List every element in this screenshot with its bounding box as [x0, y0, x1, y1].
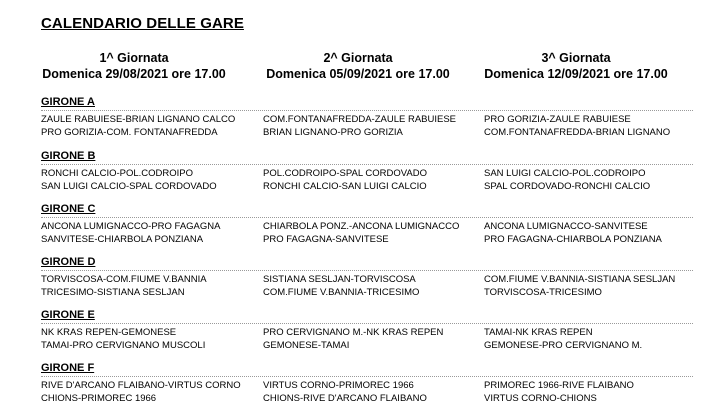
round-2-header — [248, 50, 468, 82]
round-2-matches — [263, 167, 427, 193]
round-3-matches — [484, 273, 675, 299]
match: TORVISCOSA-TRICESIMO — [484, 287, 602, 298]
match: ANCONA LUMIGNACCO-SANVITESE — [484, 221, 648, 232]
match: ZAULE RABUIESE-BRIAN LIGNANO CALCO — [41, 114, 236, 125]
page-title: CALENDARIO DELLE GARE — [41, 15, 244, 32]
round-1-matches — [41, 167, 217, 193]
match: COM.FIUME V.BANNIA-SISTIANA SESLJAN — [484, 274, 676, 285]
match: PRO CERVIGNANO M.-NK KRAS REPEN — [263, 327, 444, 338]
round-2-matches — [263, 273, 419, 299]
match: PRO FAGAGNA-SANVITESE — [263, 234, 389, 245]
round-3-matches — [484, 379, 634, 405]
match: BRIAN LIGNANO-PRO GORIZIA — [263, 127, 403, 138]
match: RONCHI CALCIO-SAN LUIGI CALCIO — [263, 181, 427, 192]
group-title: GIRONE D — [41, 256, 96, 268]
round-2-matches — [263, 326, 443, 352]
match: TAMAI-NK KRAS REPEN — [484, 327, 593, 338]
round-3-date: Domenica 12/09/2021 ore 17.00 — [484, 67, 668, 81]
match: COM.FIUME V.BANNIA-TRICESIMO — [263, 287, 420, 298]
round-3-matches — [484, 167, 650, 193]
match: CHIONS-RIVE D'ARCANO FLAIBANO — [263, 393, 427, 404]
match: PRO FAGAGNA-CHIARBOLA PONZIANA — [484, 234, 662, 245]
match: GEMONESE-TAMAI — [263, 340, 350, 351]
round-2-name: 2^ Giornata — [323, 51, 393, 65]
group-title: GIRONE E — [41, 309, 95, 321]
group-title: GIRONE C — [41, 203, 96, 215]
match: CHIONS-PRIMOREC 1966 — [41, 393, 157, 404]
match: TRICESIMO-SISTIANA SESLJAN — [41, 287, 185, 298]
match: RONCHI CALCIO-POL.CODROIPO — [41, 168, 194, 179]
divider — [41, 376, 693, 377]
divider — [41, 217, 693, 218]
round-1-matches — [41, 113, 235, 139]
round-2-matches — [263, 220, 459, 246]
match: SAN LUIGI CALCIO-SPAL CORDOVADO — [41, 181, 217, 192]
divider — [41, 164, 693, 165]
match: ANCONA LUMIGNACCO-PRO FAGAGNA — [41, 221, 221, 232]
divider — [41, 110, 693, 111]
round-1-header — [24, 50, 244, 82]
round-1-date: Domenica 29/08/2021 ore 17.00 — [42, 67, 226, 81]
match: CHIARBOLA PONZ.-ANCONA LUMIGNACCO — [263, 221, 460, 232]
round-3-matches — [484, 220, 662, 246]
round-3-matches — [484, 326, 642, 352]
round-1-matches — [41, 273, 207, 299]
match: NK KRAS REPEN-GEMONESE — [41, 327, 177, 338]
match: VIRTUS CORNO-CHIONS — [484, 393, 597, 404]
match: TORVISCOSA-COM.FIUME V.BANNIA — [41, 274, 207, 285]
match: RIVE D'ARCANO FLAIBANO-VIRTUS CORNO — [41, 380, 241, 391]
match: TAMAI-PRO CERVIGNANO MUSCOLI — [41, 340, 206, 351]
round-3-header — [466, 50, 686, 82]
group-title: GIRONE B — [41, 150, 96, 162]
match: SAN LUIGI CALCIO-POL.CODROIPO — [484, 168, 646, 179]
round-2-matches — [263, 379, 427, 405]
round-3-name: 3^ Giornata — [541, 51, 611, 65]
match: GEMONESE-PRO CERVIGNANO M. — [484, 340, 643, 351]
match: POL.CODROIPO-SPAL CORDOVADO — [263, 168, 427, 179]
divider — [41, 323, 693, 324]
match: PRO GORIZIA-ZAULE RABUIESE — [484, 114, 631, 125]
round-1-matches — [41, 379, 241, 405]
match: SANVITESE-CHIARBOLA PONZIANA — [41, 234, 204, 245]
match: PRIMOREC 1966-RIVE FLAIBANO — [484, 380, 634, 391]
round-3-matches — [484, 113, 670, 139]
group-title: GIRONE A — [41, 96, 95, 108]
match: SPAL CORDOVADO-RONCHI CALCIO — [484, 181, 651, 192]
round-1-matches — [41, 220, 220, 246]
round-2-date: Domenica 05/09/2021 ore 17.00 — [266, 67, 450, 81]
divider — [41, 270, 693, 271]
group-title: GIRONE F — [41, 362, 95, 374]
round-2-matches — [263, 113, 456, 139]
match: COM.FONTANAFREDDA-BRIAN LIGNANO — [484, 127, 671, 138]
round-1-name: 1^ Giornata — [99, 51, 169, 65]
match: COM.FONTANAFREDDA-ZAULE RABUIESE — [263, 114, 457, 125]
round-1-matches — [41, 326, 205, 352]
match: PRO GORIZIA-COM. FONTANAFREDDA — [41, 127, 218, 138]
match: VIRTUS CORNO-PRIMOREC 1966 — [263, 380, 414, 391]
match: SISTIANA SESLJAN-TORVISCOSA — [263, 274, 416, 285]
